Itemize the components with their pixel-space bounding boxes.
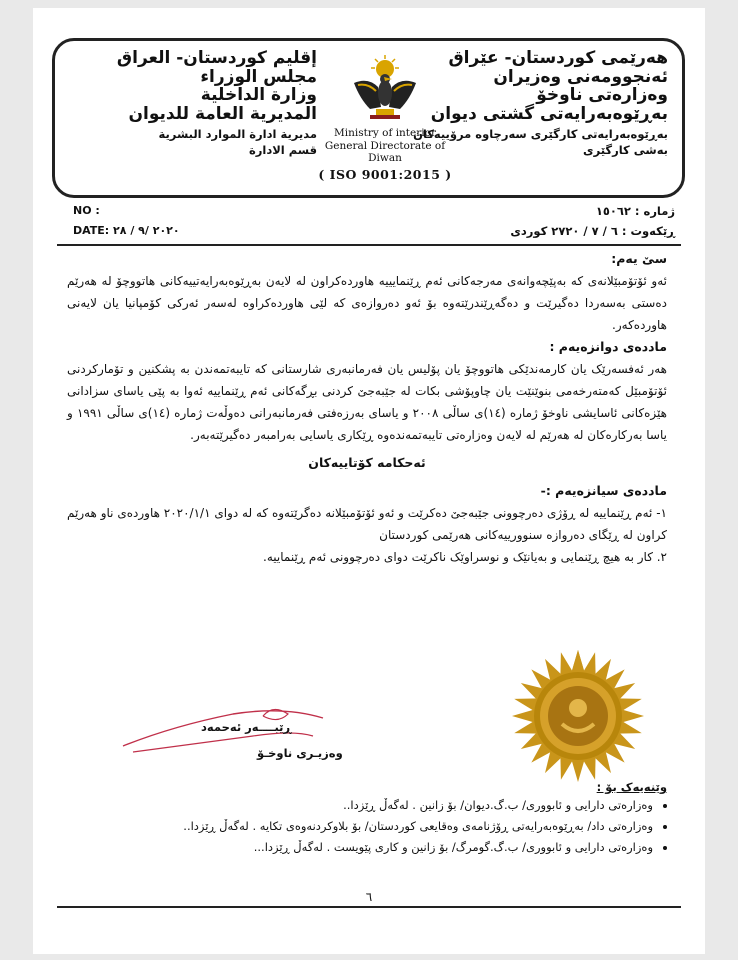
signatory-name: ڕێبــــەر ئەحمەد <box>201 720 292 734</box>
iso-certificate: ( ISO 9001:2015 ) <box>318 166 452 182</box>
letterhead-subline: بەڕێوەبەرایەتی کارگێری سەرچاوە مرۆییەکان <box>413 126 668 141</box>
list-item: • وەزارەتی دارایی و ئابووری/ ب.گ.گومرگ/ بۆ زانین و کاری پێویست . لەگەڵ ڕێزدا... <box>47 840 653 854</box>
signatory-title: وەزیـری ناوخـۆ <box>257 746 343 760</box>
article-heading: ماددەی سیانزەیەم :- <box>540 483 667 498</box>
letterhead-line: وزارة الداخلية <box>200 85 317 106</box>
document-date-label: DATE: ٢٠٢٠ /٩ / ٢٨ <box>73 224 180 237</box>
article-heading: ماددەی دوانزەیەم : <box>549 339 667 354</box>
letterhead-line: مجلس الوزراء <box>200 66 317 87</box>
letterhead-line: ئەنجوومەنی وەزیران <box>493 66 668 87</box>
document-page <box>33 8 705 954</box>
list-item: • وەزارەتی دارایی و ئابووری/ ب.گ.دیوان/ بۆ زانین . لەگەڵ ڕێزدا.. <box>47 798 653 812</box>
letterhead-line: بەڕێوەبەرایەتی گشتی دیوان <box>430 104 668 125</box>
section-paragraph: ئەو ئۆتۆمبێلانەی کە بەپێچەوانەی مەرجەکانی ئەم ڕێنمایییە هاوردەکراون لە لایەن بەڕێوەبەرایەتییەکانی هاتووچۆ لە هەرێم دەستی بەسەردا دەگیرێت و دەگەڕێندرێتەوە بۆ ئەو دەروازەی کە لێی هاوردەکراوە لەسەر ئەرکی کۆمپانیا یان لایەنی هاوردەکەر. <box>67 274 667 332</box>
document-body <box>67 248 667 568</box>
kurdistan-eagle-emblem-icon <box>348 53 422 127</box>
copies-to <box>47 780 667 861</box>
footer-divider <box>57 906 681 908</box>
letterhead-subline: مديرية ادارة الموارد البشرية <box>158 126 317 141</box>
page-number: ٦ <box>365 890 373 904</box>
letterhead-line: وەزارەتی ناوخۆ <box>536 85 668 106</box>
list-item: • وەزارەتی داد/ بەڕێوەبەرایەتی ڕۆژنامەی وەقایعی کوردستان/ بۆ بلاوکردنەوەی تکایە . لەگەڵ ڕێزدا.. <box>47 819 653 833</box>
section-heading: سێ یەم: <box>611 251 667 266</box>
article-item: ١- ئەم ڕێنماییە لە ڕۆژی دەرچوونی جێبەجێ دەکرێت و ئەو ئۆتۆمبێلانە دەگرێتەوە کە لە دوای ٢٠٢٠/١/١ هاوردەی ناو هەرێم کراون لە ڕێگای دەروازە سنوورییەکانی هەرێمی کوردستان <box>67 506 667 542</box>
letterhead-center <box>313 53 457 182</box>
letterhead-subline: قسم الادارة <box>248 143 317 158</box>
gold-seal-icon <box>508 646 648 786</box>
letterhead-line: المديرية العامة للديوان <box>128 104 317 125</box>
directorate-english-line: General Directorate of Diwan <box>324 139 446 165</box>
copies-to-list <box>47 798 667 854</box>
letterhead-line: هەرێمی کوردستان- عێراق <box>448 48 668 68</box>
document-number-kurdish: ژمارە : ١٥٠٦٢ <box>595 204 675 218</box>
final-provisions-heading: ئەحکامە کۆتاییەکان <box>308 455 426 470</box>
letterhead-frame <box>52 38 685 198</box>
letterhead-line: إقليم كوردستان- العراق <box>116 48 317 68</box>
header-divider <box>57 244 681 246</box>
document-number-label: NO : <box>73 204 100 217</box>
ministry-english-line: Ministry of interior <box>334 127 436 139</box>
article-paragraph: هەر ئەفسەرێک یان کارمەندێکی هاتووچۆ یان پۆلیس یان فەرمانبەری شارستانی کە تایبەتمەندن بە پشکنین و تۆمارکردنی ئۆتۆمبێل کەمتەرخەمی بنوێنێت یان چاوپۆشی بکات لە جێبەجێ کردنی بڕگەکانی ئەم ڕێنماییە ئەوا بە پێی یاسای سزادانی هێزەکانی ئاسایشی ناوخۆ ژمارە (١٤)ی ساڵی ٢٠٠٨ و یاسای بەرزەفتی فەرمانبەرانی دەوڵەت ژمارە (١٤)ی ساڵی ١٩٩١ و یاسا بەرکارەکان لە هەرێم لە لایەن وەزارەتی تایبەتمەندەوە ڕێکاری یاسایی بەرامبەر دەگیرێتەبەر. <box>67 362 667 442</box>
document-date-kurdish: ڕێکەوت : ٦ / ٧ / ٢٧٢٠ کوردی <box>510 224 675 238</box>
letterhead-arabic <box>67 49 317 157</box>
copies-to-title: وێنەیەک بۆ : <box>596 780 667 794</box>
article-item: ٢. کار بە هیچ ڕێنمایی و بەیانێک و نوسراوێک ناکرێت دوای دەرچوونی ئەم ڕێنماییە. <box>263 550 667 564</box>
letterhead-subline: بەشی کارگێری <box>583 143 668 158</box>
